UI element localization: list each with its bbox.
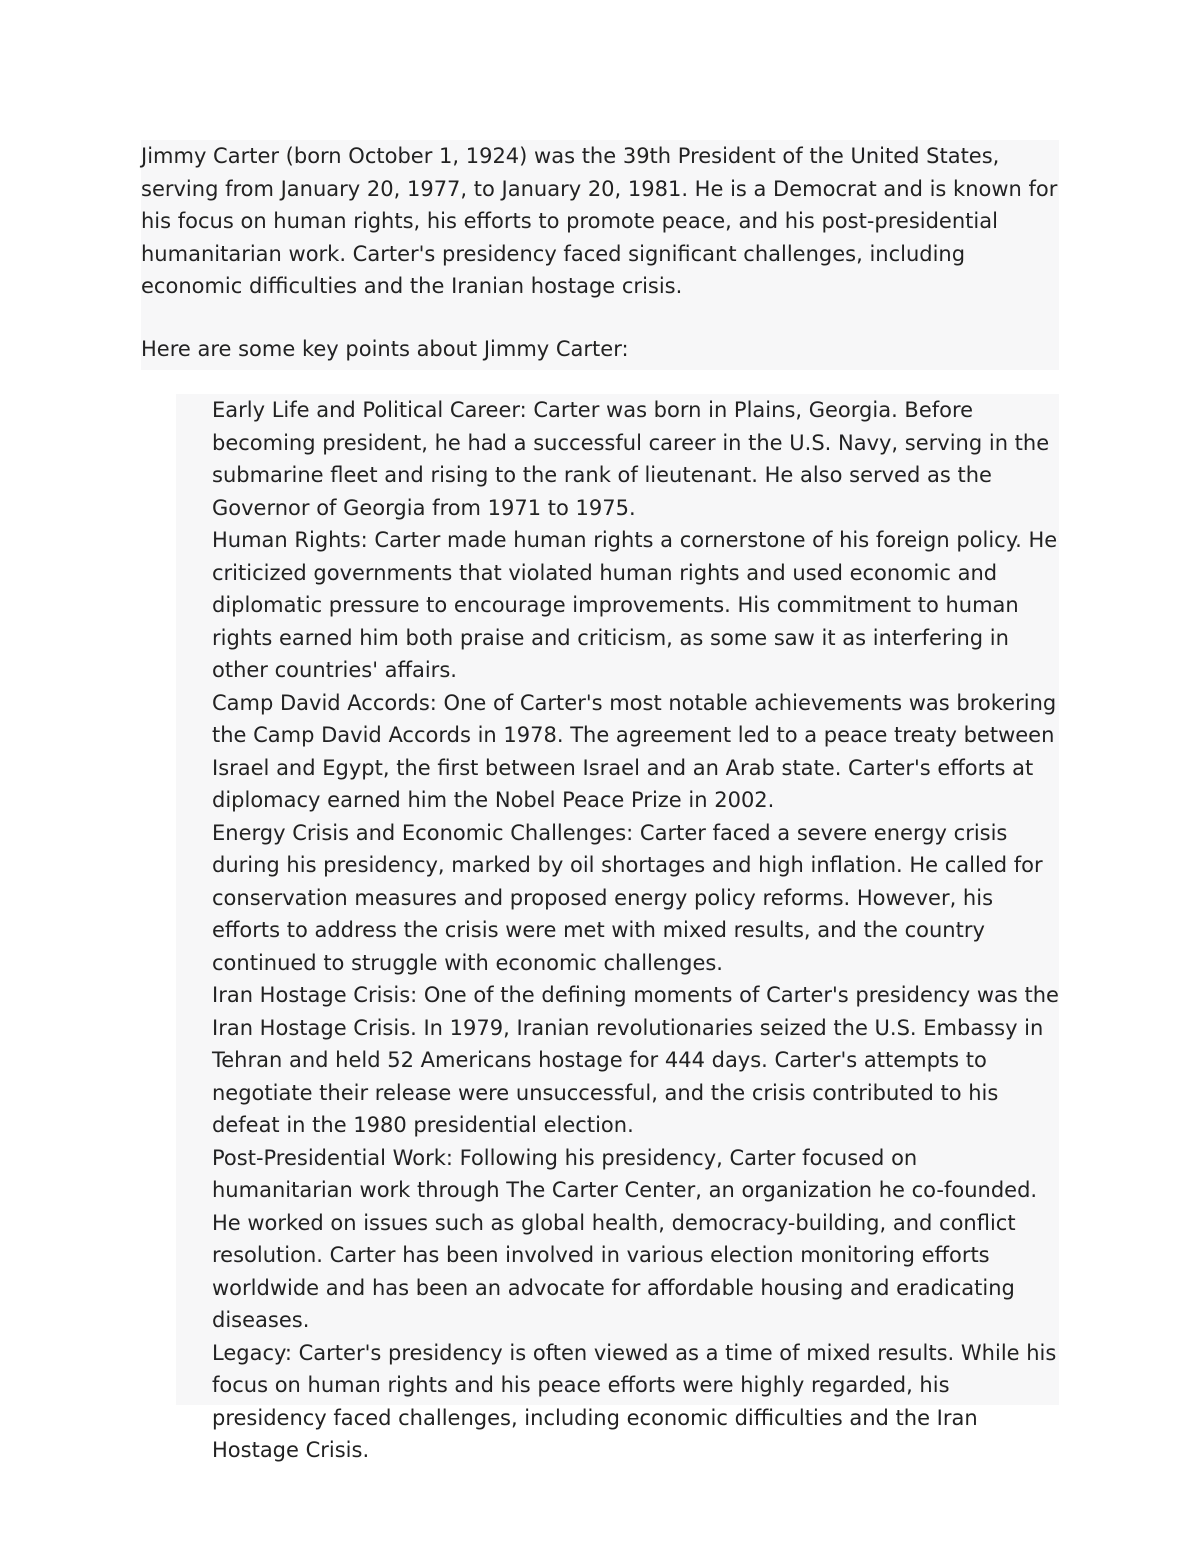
- key-point-iran-hostage: Iran Hostage Crisis: One of the defining moments of Carter's presidency was the Iran Hostage Crisis. In 1979, Iranian revolutionaries seized the U.S. Embassy in Tehran and held 52 Americans hostage for 444 days. Carter's attempts to negotiate their release were unsuccessful, and the crisis contributed to his defeat in the 1980 presidential election.: [212, 983, 1059, 1137]
- intro-paragraph: Jimmy Carter (born October 1, 1924) was the 39th President of the United States, serving from January 20, 1977, to January 20, 1981. He is a Democrat and is known for his focus on human rights, his efforts to promote peace, and his post-presidential humanitarian work. Carter's presidency faced significant challenges, including economic difficulties and the Iranian hostage crisis.: [141, 144, 1058, 298]
- key-point-post-presidential: Post-Presidential Work: Following his presidency, Carter focused on humanitarian work through The Carter Center, an organization he co-founded. He worked on issues such as global health, democracy-building, and conflict resolution. Carter has been involved in various election monitoring efforts worldwide and has been an advocate for affordable housing and eradicating diseases.: [212, 1145, 1038, 1332]
- key-point-legacy: Legacy: Carter's presidency is often viewed as a time of mixed results. While his focus on human rights and his peace efforts were highly regarded, his presidency faced challenges, including economic difficulties and the Iran Hostage Crisis.: [212, 1340, 1057, 1462]
- key-point-energy-crisis: Energy Crisis and Economic Challenges: Carter faced a severe energy crisis during his presidency, marked by oil shortages and high inflation. He called for conservation measures and proposed energy policy reforms. However, his efforts to address the crisis were met with mixed results, and the country continued to struggle with economic challenges.: [212, 820, 1043, 975]
- key-points-list: [212, 394, 1060, 1467]
- key-point-human-rights: Human Rights: Carter made human rights a cornerstone of his foreign policy. He criticized governments that violated human rights and used economic and diplomatic pressure to encourage improvements. His commitment to human rights earned him both praise and criticism, as some saw it as interfering in other countries' affairs.: [212, 528, 1058, 682]
- key-points-lead: Here are some key points about Jimmy Carter:: [141, 337, 629, 361]
- key-point-camp-david: Camp David Accords: One of Carter's most notable achievements was brokering the Camp David Accords in 1978. The agreement led to a peace treaty between Israel and Egypt, the first between Israel and an Arab state. Carter's efforts at diplomacy earned him the Nobel Peace Prize in 2002.: [212, 690, 1057, 812]
- key-point-early-life: Early Life and Political Career: Carter was born in Plains, Georgia. Before becoming president, he had a successful career in the U.S. Navy, serving in the submarine fleet and rising to the rank of lieutenant. He also served as the Governor of Georgia from 1971 to 1975.: [212, 398, 1050, 520]
